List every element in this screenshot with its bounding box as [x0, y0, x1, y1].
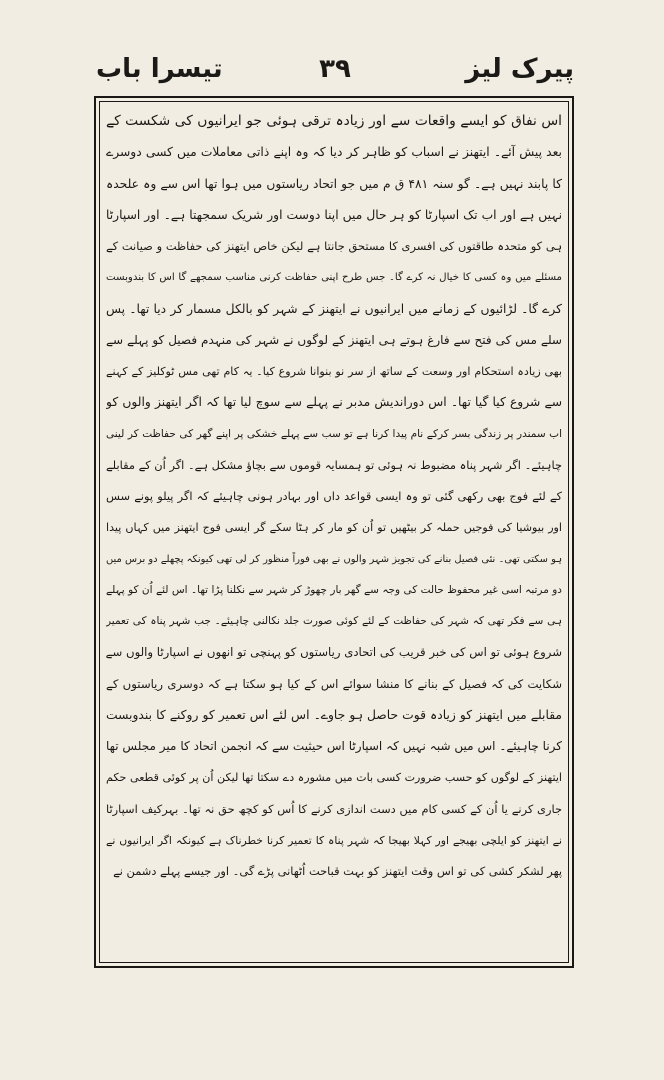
- text-line: شکایت کی کہ فصیل کے بنانے کا منشا سوائے اس کے کیا ہو سکتا ہے کہ دوسری ریاستوں کے: [106, 676, 562, 691]
- text-line: جاری کرنے یا اُن کے کسی کام میں دست اندازی کرنے کا اُس کو کچھ حق نہ تھا۔ بہرکیف اسپارٹا: [106, 801, 562, 816]
- text-line: ہی کو متحدہ طاقتوں کی افسری کا مستحق جانتا ہے لیکن خاص ایتھنز کی حفاظت و صیانت کے: [106, 239, 562, 253]
- text-line: ہی سے فکر تھی کہ شہر کی حفاظت کے لئے کوئی صورت جلد نکالنی چاہیئے۔ جب شہر پناہ کی تعمیر: [106, 615, 562, 627]
- text-line: شروع ہوئی تو اس کی خبر قریب کی اتحادی ریاستوں کو پہنچی تو انھوں نے اسپارٹا والوں سے: [106, 645, 562, 660]
- text-line: پھر لشکر کشی کی تو اس وقت ایتھنز کو بہت قباحت اُٹھانی پڑے گی۔ اور جیسے پہلے دشمن نے: [113, 864, 562, 878]
- text-line: ایتھنز کے لوگوں کو حسب ضرورت کسی بات میں مشورہ دے سکتا تھا لیکن اُن پر کوئی قطعی حکم: [106, 771, 562, 785]
- text-line: دو مرتبہ اسی غیر محفوظ حالت کی وجہ سے گھر بار چھوڑ کر شہر سے نکلنا پڑا تھا۔ اس لئے اُن کو پہلے: [106, 583, 562, 596]
- text-line: مسئلے میں وہ کسی کا خیال نہ کرے گا۔ جس طرح اپنی حفاظت کرنی مناسب سمجھے گا اس کا بندوبست: [106, 272, 562, 284]
- chapter-title: تیسرا باب: [96, 54, 223, 84]
- text-line: اس نفاق کو ایسے واقعات سے اور زیادہ ترقی ہوئی جو ایرانیوں کی شکست کے: [106, 113, 562, 129]
- text-line: مقابلے میں ایتھنز کو زیادہ قوت حاصل ہو جاوے۔ اس لئے اس تعمیر کو روکنے کا بندوبست: [106, 707, 562, 722]
- text-line: کے لئے فوج بھی رکھی گئی تو وہ ایسی قواعد داں اور بہادر ہونی چاہیئے کہ اگر پیلو پونے سس: [106, 489, 562, 503]
- text-line: سے شروع کیا گیا تھا۔ اس دوراندیش مدبر نے پہلے سے سوچ لیا تھا کہ اگر ایتھنز والوں کو: [106, 395, 562, 410]
- body-text: [106, 106, 562, 887]
- text-line: بھی زیادہ استحکام اور وسعت کے ساتھ از سر نو بنوانا شروع کیا۔ یہ کام تھی مس ٹوکلیز کے کہنے: [106, 365, 562, 378]
- text-line: چاہیئے۔ اگر شہر پناہ مضبوط نہ ہوئی تو ہمسایہ قوموں سے بچاؤ مشکل ہے۔ اگر اُن کے مقابلے: [106, 457, 562, 472]
- text-line: اور بیوشیا کی فوجیں حملہ کر بیٹھیں تو اُن کو مار کر ہٹا سکے گر ایسی فوج ایتھنز میں کہاں پیدا: [106, 521, 562, 535]
- text-line: کرے گا۔ لڑائیوں کے زمانے میں ایرانیوں نے ایتھنز کے شہر کو بالکل مسمار کر دیا تھا۔ پس: [106, 301, 562, 316]
- text-line: نے ایتھنز کو ایلچی بھیجے اور کہلا بھیجا کہ شہر پناہ کا تعمیر کرنا خطرناک ہے کیونکہ اگر ایرانیوں نے: [106, 833, 562, 847]
- text-line: کا پابند نہیں ہے۔ گو سنہ ۴۸۱ ق م میں جو اتحاد ریاستوں میں ہوا تھا اس سے وہ علحدہ: [106, 176, 562, 191]
- page-number: ۳۹: [319, 54, 351, 84]
- text-line: بعد پیش آئے۔ ایتھنز نے اسباب کو ظاہر کر دیا کہ وہ اپنے ذاتی معاملات میں کسی دوسرے: [106, 145, 562, 160]
- text-line: کرنا چاہیئے۔ اس میں شبہ نہیں کہ اسپارٹا اس حیثیت سے کہ انجمن اتحاد کا میر مجلس تھا: [106, 739, 562, 753]
- text-line: سلے مس کی فتح سے فارغ ہوتے ہی ایتھنز کے لوگوں نے شہر کی منہدم فصیل کو پہلے سے: [106, 332, 562, 347]
- text-line: اب سمندر پر زندگی بسر کرکے نام پیدا کرنا ہے تو سب سے پہلے خشکی پر اپنے گھر کی حفاظت کر لینی: [106, 427, 562, 440]
- text-line: ہو سکتی تھی۔ نئی فصیل بنانے کی تجویز شہر والوں نے بھی فوراً منظور کر لی تھی کیونکہ پچھلے دو برس میں: [106, 553, 562, 565]
- page-header: [96, 48, 574, 92]
- book-title: پیرک لیز: [465, 54, 574, 84]
- text-line: نہیں ہے اور اب تک اسپارٹا کو ہر حال میں اپنا دوست اور شریک سمجھتا ہے۔ اور اسپارٹا: [106, 207, 562, 222]
- text-frame: [94, 96, 574, 968]
